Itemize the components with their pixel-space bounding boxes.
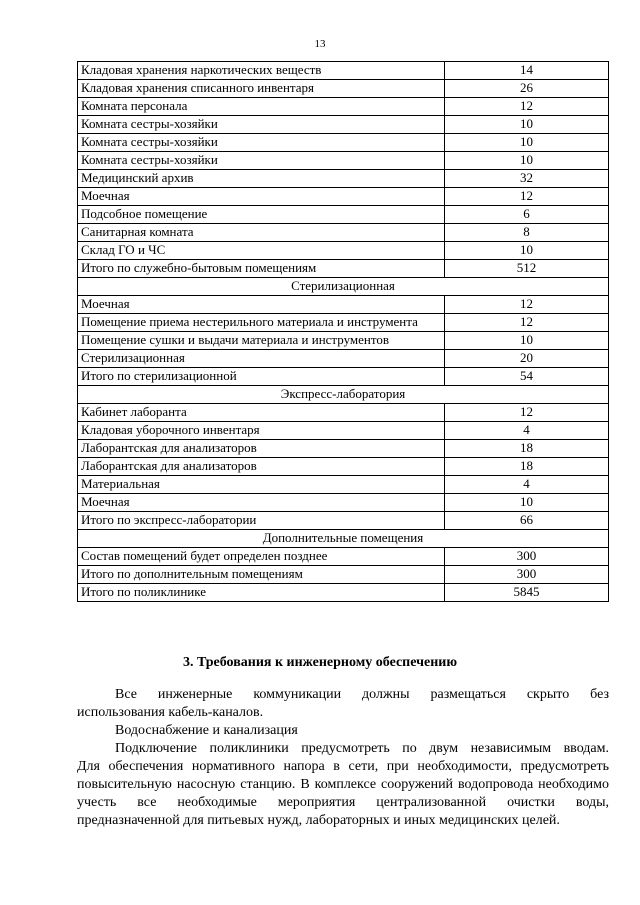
room-area: 18 (445, 440, 609, 458)
room-name: Комната персонала (78, 98, 445, 116)
room-name: Комната сестры-хозяйки (78, 134, 445, 152)
table-row (78, 458, 609, 476)
table-row (78, 332, 609, 350)
room-name: Санитарная комната (78, 224, 445, 242)
table-row (78, 170, 609, 188)
section-title: Стерилизационная (78, 278, 609, 296)
room-name: Состав помещений будет определен позднее (78, 548, 445, 566)
room-area: 14 (445, 62, 609, 80)
table-row (78, 152, 609, 170)
room-area: 66 (445, 512, 609, 530)
paragraph-3-body: Для обеспечения нормативного напора в сети, при необходимости, предусмотреть повысительную насосную станцию. В комплексе сооружений водопровода необходимо учесть все необходимые мероприятия централизованной очистки воды, предназначенной для питьевых нужд, лабораторных и иных медицинских целей. (77, 759, 609, 828)
table-row (78, 260, 609, 278)
section-title: Дополнительные помещения (78, 530, 609, 548)
section-row (78, 530, 609, 548)
paragraph-3-line-1: Подключение поликлиники предусмотреть по двум независимым вводам. (115, 741, 609, 756)
room-area: 12 (445, 314, 609, 332)
table-row (78, 242, 609, 260)
table-row (78, 80, 609, 98)
table-row (78, 404, 609, 422)
room-area: 20 (445, 350, 609, 368)
room-name: Медицинский архив (78, 170, 445, 188)
table-row (78, 548, 609, 566)
room-name: Кладовая хранения списанного инвентаря (78, 80, 445, 98)
room-area: 512 (445, 260, 609, 278)
room-name: Склад ГО и ЧС (78, 242, 445, 260)
room-name: Моечная (78, 494, 445, 512)
rooms-table (77, 61, 609, 602)
room-area: 12 (445, 188, 609, 206)
room-name: Итого по служебно-бытовым помещениям (78, 260, 445, 278)
table-row (78, 422, 609, 440)
table-row (78, 476, 609, 494)
room-name: Кабинет лаборанта (78, 404, 445, 422)
rooms-table-body (78, 62, 609, 602)
table-row (78, 440, 609, 458)
room-name: Лаборантская для анализаторов (78, 458, 445, 476)
room-area: 10 (445, 332, 609, 350)
room-area: 26 (445, 80, 609, 98)
room-name: Итого по стерилизационной (78, 368, 445, 386)
room-area: 300 (445, 548, 609, 566)
table-row (78, 350, 609, 368)
table-row (78, 134, 609, 152)
room-area: 12 (445, 98, 609, 116)
room-name: Итого по поликлинике (78, 584, 445, 602)
room-area: 10 (445, 152, 609, 170)
room-name: Кладовая хранения наркотических веществ (78, 62, 445, 80)
section-row (78, 278, 609, 296)
table-row (78, 368, 609, 386)
table-row (78, 512, 609, 530)
room-area: 32 (445, 170, 609, 188)
table-row (78, 314, 609, 332)
room-area: 10 (445, 116, 609, 134)
section-title: Экспресс-лаборатория (78, 386, 609, 404)
room-area: 5845 (445, 584, 609, 602)
table-row (78, 188, 609, 206)
room-area: 18 (445, 458, 609, 476)
table-row (78, 566, 609, 584)
room-area: 12 (445, 296, 609, 314)
room-name: Материальная (78, 476, 445, 494)
page-number: 13 (314, 38, 326, 50)
table-row (78, 494, 609, 512)
section-heading: 3. Требования к инженерному обеспечению (182, 655, 458, 670)
table-row (78, 584, 609, 602)
room-area: 8 (445, 224, 609, 242)
room-name: Лаборантская для анализаторов (78, 440, 445, 458)
room-name: Итого по экспресс-лаборатории (78, 512, 445, 530)
room-name: Итого по дополнительным помещениям (78, 566, 445, 584)
table-row (78, 116, 609, 134)
table-row (78, 206, 609, 224)
room-area: 54 (445, 368, 609, 386)
room-name: Комната сестры-хозяйки (78, 152, 445, 170)
section-row (78, 386, 609, 404)
paragraph-1-line-1: Все инженерные коммуникации должны размещаться скрыто без (115, 687, 609, 702)
table-row (78, 62, 609, 80)
table-row (78, 296, 609, 314)
room-area: 4 (445, 422, 609, 440)
room-area: 10 (445, 494, 609, 512)
paragraph-2: Водоснабжение и канализация (115, 723, 298, 738)
room-area: 10 (445, 134, 609, 152)
room-area: 4 (445, 476, 609, 494)
room-name: Моечная (78, 188, 445, 206)
paragraph-1-line-2: использования кабель-каналов. (77, 705, 264, 720)
table-row (78, 98, 609, 116)
room-name: Помещение сушки и выдачи материала и инструментов (78, 332, 445, 350)
table-row (78, 224, 609, 242)
room-name: Стерилизационная (78, 350, 445, 368)
room-area: 300 (445, 566, 609, 584)
room-area: 10 (445, 242, 609, 260)
room-name: Помещение приема нестерильного материала и инструмента (78, 314, 445, 332)
room-area: 12 (445, 404, 609, 422)
room-name: Подсобное помещение (78, 206, 445, 224)
room-area: 6 (445, 206, 609, 224)
room-name: Кладовая уборочного инвентаря (78, 422, 445, 440)
room-name: Моечная (78, 296, 445, 314)
room-name: Комната сестры-хозяйки (78, 116, 445, 134)
